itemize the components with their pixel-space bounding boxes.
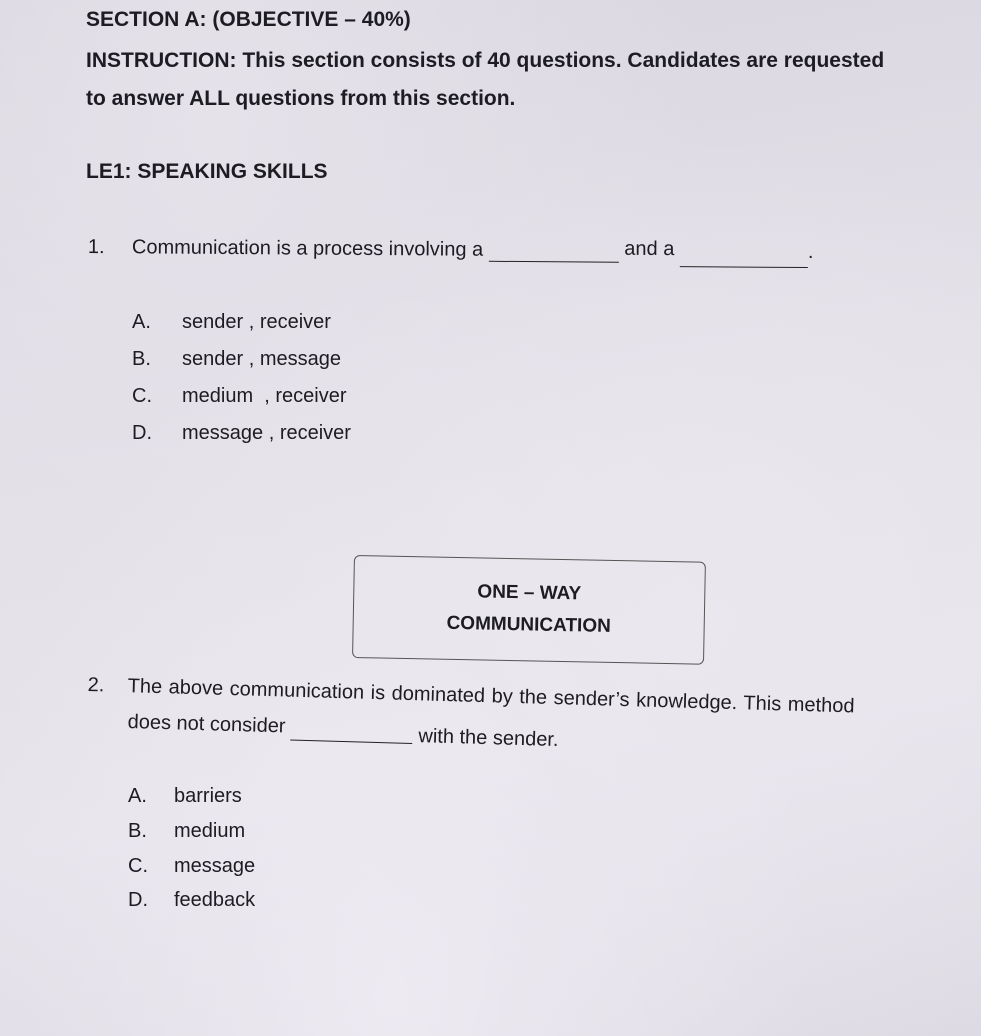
question-1-option-a bbox=[132, 311, 331, 334]
one-way-communication-box bbox=[352, 555, 706, 665]
option-text: sender , receiver bbox=[182, 311, 331, 333]
question-1-option-d bbox=[132, 422, 351, 445]
diagram-line-1: ONE – WAY bbox=[477, 581, 582, 605]
question-2-option-d bbox=[128, 889, 255, 912]
question-2-option-c bbox=[128, 855, 255, 878]
option-text: message , receiver bbox=[182, 422, 351, 444]
option-letter: A. bbox=[132, 311, 151, 333]
question-2-text-line-1: The above communication is dominated by the sender’s knowledge. This method bbox=[127, 675, 855, 718]
question-1-number: 1. bbox=[87, 236, 105, 259]
option-text: feedback bbox=[174, 889, 256, 911]
option-letter: B. bbox=[132, 348, 151, 370]
question-1-text-part2: and a bbox=[624, 237, 675, 261]
unit-heading: LE1: SPEAKING SKILLS bbox=[86, 160, 328, 183]
question-2-text-line-2-part2: with the sender. bbox=[418, 725, 559, 752]
option-text: message bbox=[174, 855, 256, 877]
question-2-option-a bbox=[128, 785, 242, 808]
question-1-text-end: . bbox=[807, 241, 814, 264]
question-1-stem bbox=[88, 236, 814, 268]
question-1-blank-2 bbox=[680, 246, 808, 268]
option-letter: C. bbox=[132, 385, 152, 407]
question-2-blank bbox=[291, 720, 414, 744]
option-letter: B. bbox=[128, 820, 147, 842]
option-text: sender , message bbox=[182, 348, 341, 370]
question-1-blank-1 bbox=[489, 241, 619, 263]
question-2-option-b bbox=[128, 820, 245, 843]
section-title: SECTION A: (OBJECTIVE – 40%) bbox=[86, 8, 411, 31]
option-letter: D. bbox=[128, 889, 148, 911]
question-2-stem-line-2 bbox=[127, 711, 559, 752]
option-letter: A. bbox=[128, 785, 147, 807]
question-2-number: 2. bbox=[87, 674, 105, 697]
question-2-stem-line-1 bbox=[87, 674, 854, 718]
diagram-line-2: COMMUNICATION bbox=[446, 612, 612, 637]
option-text: barriers bbox=[174, 785, 242, 807]
instruction-line-2: to answer ALL questions from this section. bbox=[86, 87, 516, 110]
option-text: medium , receiver bbox=[182, 385, 347, 407]
option-letter: D. bbox=[132, 422, 152, 444]
option-letter: C. bbox=[128, 855, 148, 877]
instruction-line-1: INSTRUCTION: This section consists of 40 questions. Candidates are requested bbox=[86, 49, 885, 72]
question-1-option-c bbox=[132, 385, 347, 408]
question-1-text-part1: Communication is a process involving a bbox=[131, 236, 484, 261]
option-text: medium bbox=[174, 820, 246, 842]
question-2-text-line-2-part1: does not consider bbox=[127, 711, 286, 738]
question-1-option-b bbox=[132, 348, 341, 371]
